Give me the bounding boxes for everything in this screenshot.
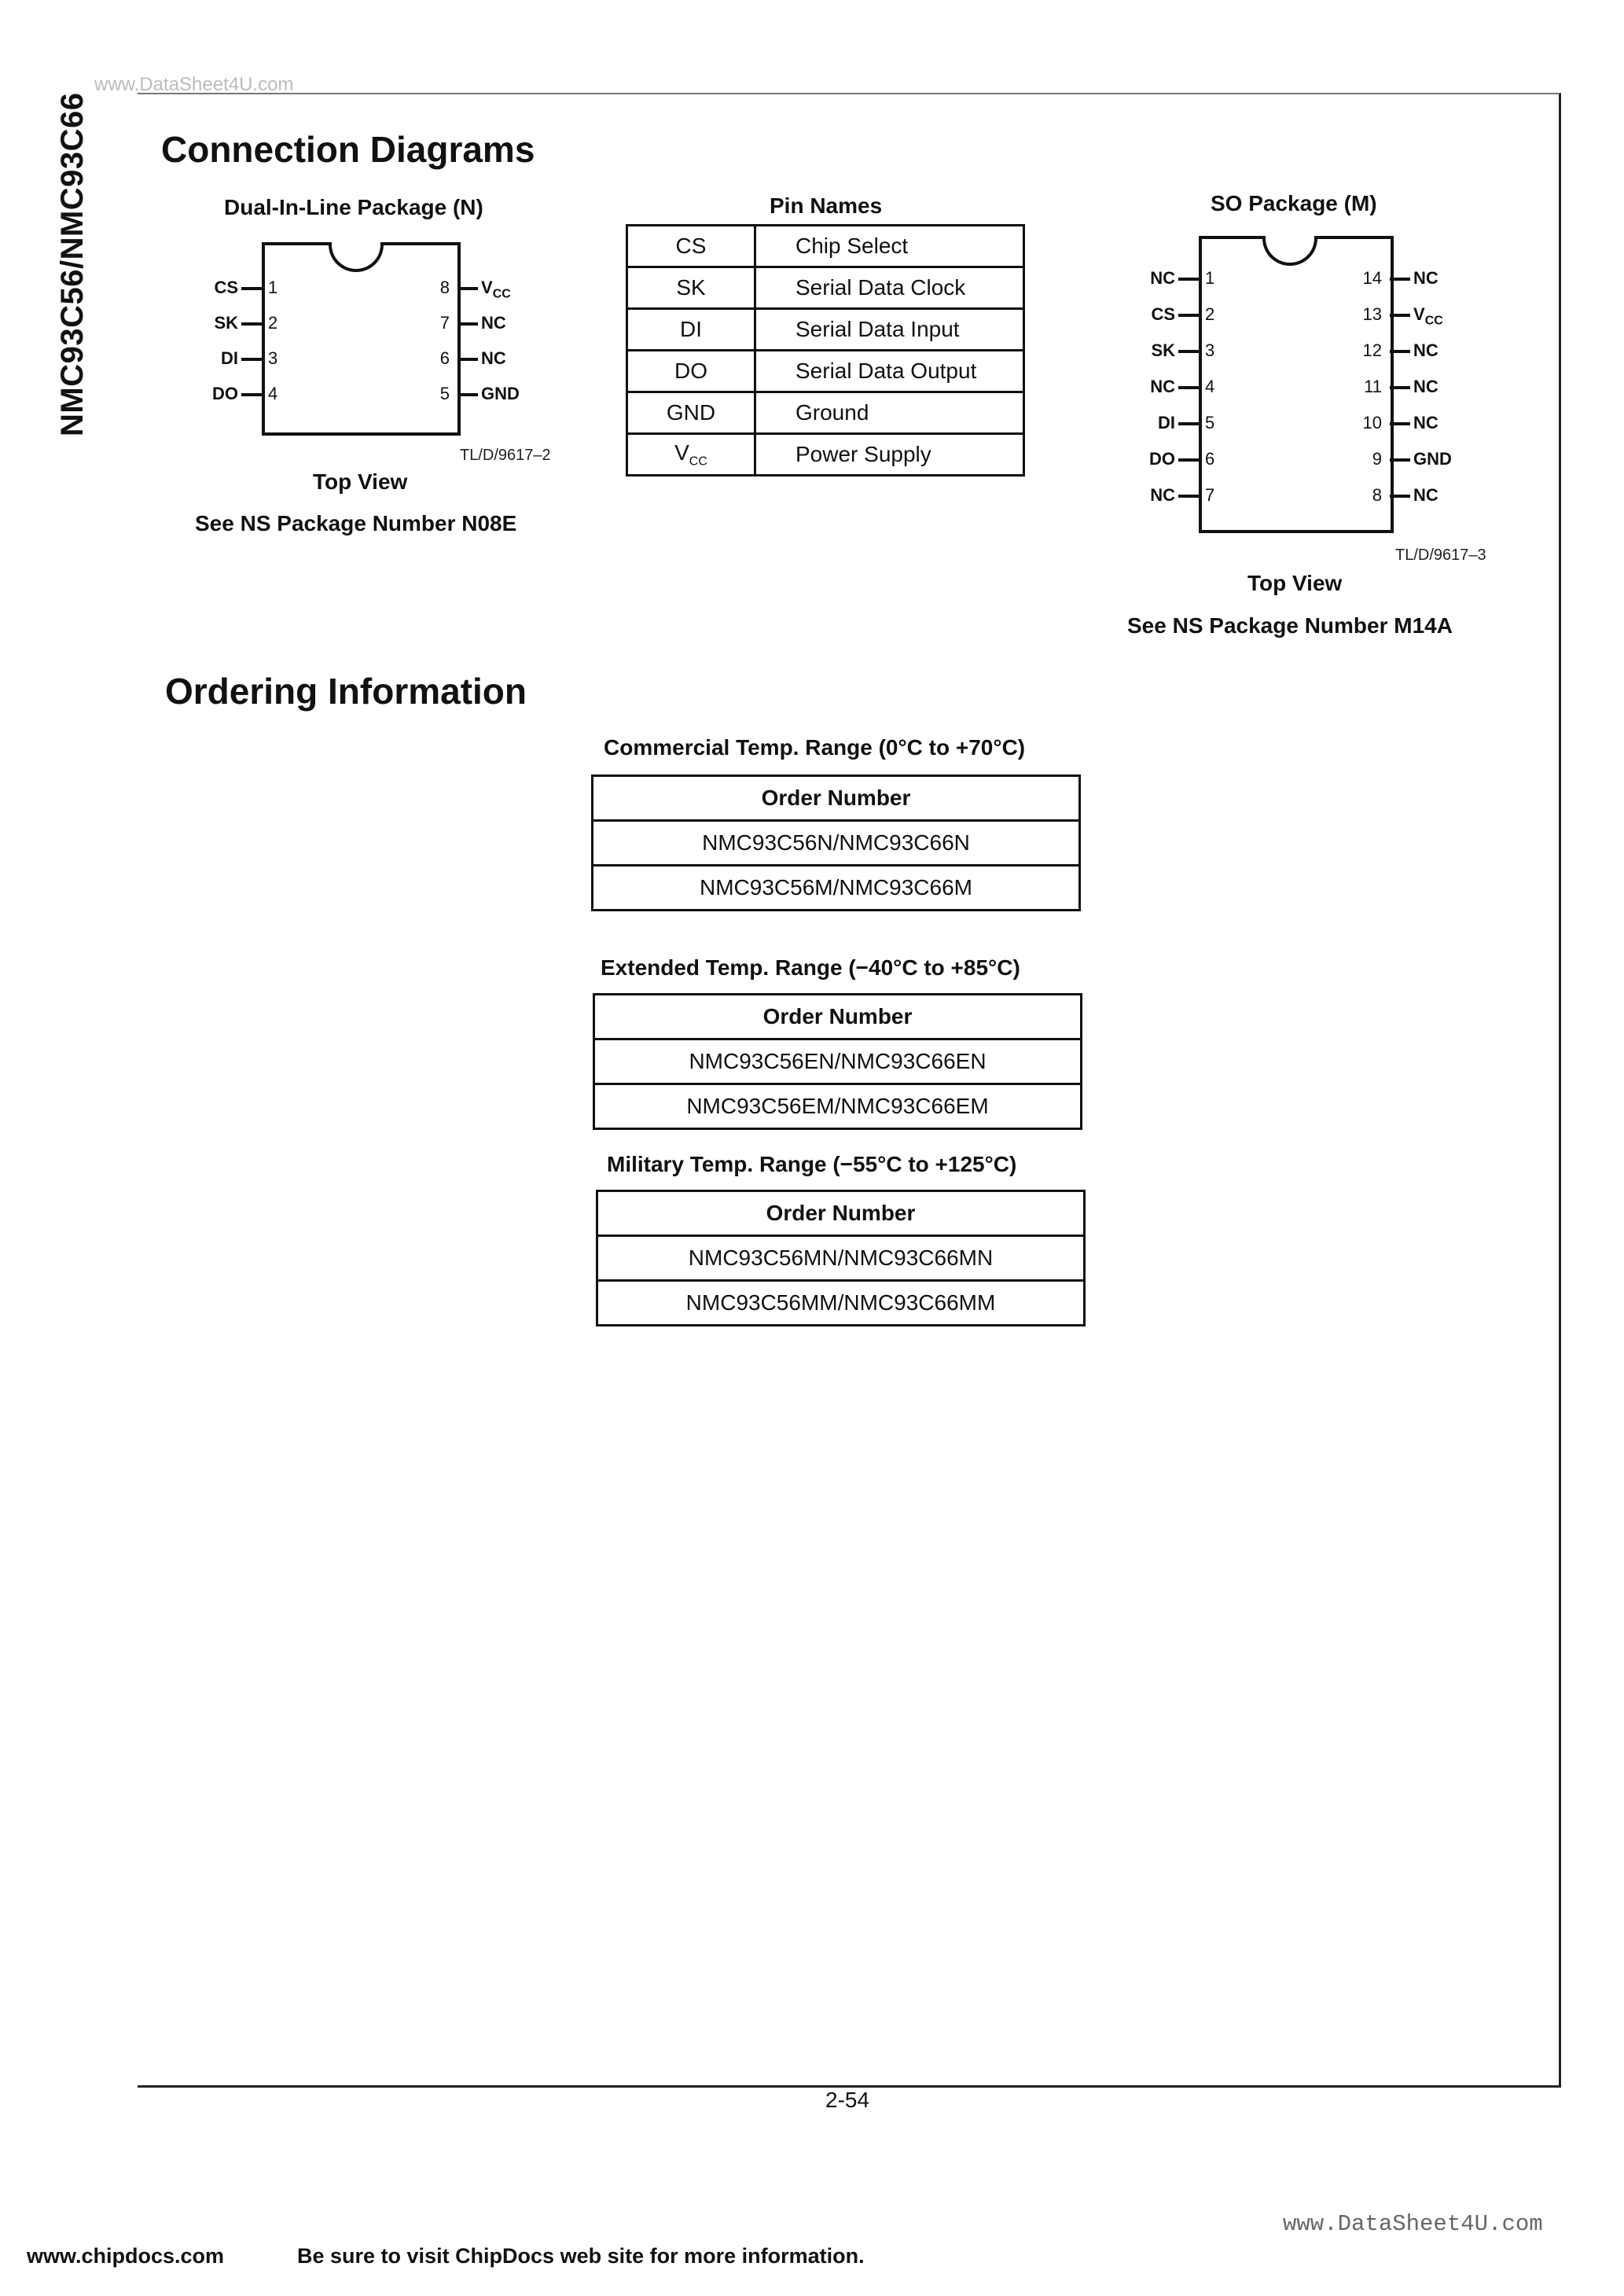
pin-lead [1178,422,1199,425]
pin-number: 10 [1362,413,1382,432]
pin-label: NC [1413,268,1438,288]
pin-label: NC [481,348,506,368]
pin-number: 1 [268,278,278,297]
pin-number: 5 [1205,413,1215,432]
table-row [627,267,1024,309]
dip-figure-ref: TL/D/9617–2 [460,447,551,464]
pin-name-cell: SK [627,267,755,309]
pin-number: 4 [1205,377,1215,396]
pin-label: NC [481,313,506,333]
pin-number: 8 [439,278,450,297]
pin-label: GND [1413,449,1452,469]
pin-number: 3 [268,348,278,368]
pin-label: SK [1151,340,1175,360]
chipdocs-link[interactable]: www.chipdocs.com [27,2244,225,2268]
pin-lead [1390,314,1410,317]
table-row [627,392,1024,434]
pin-number: 12 [1362,340,1382,360]
table-row [597,1281,1085,1326]
table-row [627,226,1024,267]
pin-label: NC [1150,485,1175,505]
pin-number: 2 [268,313,278,333]
pin-names-table [626,224,1025,476]
pin-lead [241,287,262,290]
pin-lead [1178,458,1199,462]
pin-label: NC [1413,485,1438,505]
footer-note: Be sure to visit ChipDocs web site for more information. [297,2244,865,2268]
pin-name-cell: DO [627,351,755,392]
table-row [627,309,1024,351]
order-number: NMC93C56EM/NMC93C66EM [594,1084,1082,1129]
connection-heading: Connection Diagrams [161,129,535,170]
dip-view-label: Top View [313,469,408,494]
commercial-header: Order Number [593,776,1080,821]
extended-table [593,993,1082,1130]
ordering-heading: Ordering Information [165,671,527,712]
pin-lead [457,358,478,361]
pin-name-cell: GND [627,392,755,434]
table-row [594,1039,1082,1084]
pin-label: $V_{CC}$ [481,278,511,301]
order-number: NMC93C56MN/NMC93C66MN [597,1236,1085,1281]
table-row [593,866,1080,911]
pin-label: DO [212,384,238,403]
pin-lead [457,393,478,396]
commercial-table [591,775,1081,911]
watermark-top: www.DataSheet4U.com [94,74,294,95]
pin-lead [1178,314,1199,317]
pin-number: 3 [1205,340,1215,360]
military-title: Military Temp. Range (−55°C to +125°C) [607,1152,1017,1176]
table-row [627,351,1024,392]
pin-lead [1390,495,1410,498]
pin-number: 2 [1205,304,1215,324]
dip-package-note: See NS Package Number N08E [195,511,517,535]
commercial-title: Commercial Temp. Range (0°C to +70°C) [604,735,1026,760]
order-number: NMC93C56MM/NMC93C66MM [597,1281,1085,1326]
pin-number: 7 [439,313,450,333]
order-number: NMC93C56N/NMC93C66N [593,821,1080,866]
pin-label: NC [1413,413,1438,432]
so-view-label: Top View [1247,571,1343,595]
pin-lead [1178,350,1199,353]
pin-name-cell: CS [627,226,755,267]
pin-label: DI [221,348,238,368]
pin-number: 14 [1362,268,1382,288]
pin-lead [1178,278,1199,281]
table-row [627,434,1024,476]
pin-desc-cell: Power Supply [755,434,1024,476]
pin-name-cell: DI [627,309,755,351]
pin-label: DI [1158,413,1175,432]
so-title: SO Package (M) [1211,191,1377,215]
pin-number: 8 [1372,485,1382,505]
pin-lead [1390,458,1410,462]
military-table [596,1190,1086,1326]
pin-number: 11 [1364,377,1382,396]
pin-label: CS [214,278,238,297]
pin-lead [1390,350,1410,353]
pin-names-title: Pin Names [770,193,883,218]
pin-label: NC [1413,377,1438,396]
order-number: NMC93C56EN/NMC93C66EN [594,1039,1082,1084]
pin-lead [241,322,262,326]
pin-lead [1390,278,1410,281]
pin-number: 4 [268,384,278,403]
page-number: 2-54 [825,2088,870,2112]
pin-label: NC [1413,340,1438,360]
pin-label: SK [214,313,238,333]
extended-header: Order Number [594,995,1082,1039]
so-figure-ref: TL/D/9617–3 [1395,546,1486,564]
pin-desc-cell: Chip Select [755,226,1024,267]
pin-label: GND [481,384,520,403]
pin-number: 1 [1205,268,1215,288]
pin-label: $V_{CC}$ [1413,304,1443,328]
table-row [593,821,1080,866]
pin-lead [1178,386,1199,389]
pin-label: DO [1149,449,1175,469]
pin-label: NC [1150,268,1175,288]
pin-number: 13 [1362,304,1382,324]
pin-lead [241,393,262,396]
military-header: Order Number [597,1191,1085,1236]
pin-number: 6 [439,348,450,368]
pin-label: CS [1151,304,1175,324]
pin-desc-cell: Ground [755,392,1024,434]
table-row [594,1084,1082,1129]
pin-lead [1178,495,1199,498]
order-number: NMC93C56M/NMC93C66M [593,866,1080,911]
pin-number: 9 [1372,449,1382,469]
pin-desc-cell: Serial Data Output [755,351,1024,392]
pin-lead [457,322,478,326]
so-package-note: See NS Package Number M14A [1127,613,1453,638]
pin-lead [1390,386,1410,389]
pin-desc-cell: Serial Data Clock [755,267,1024,309]
pin-name-cell: $V_{CC}$ [627,434,755,476]
watermark-bottom: www.DataSheet4U.com [1283,2211,1543,2237]
table-row [597,1236,1085,1281]
pin-number: 5 [439,384,450,403]
extended-title: Extended Temp. Range (−40°C to +85°C) [601,955,1020,980]
pin-number: 7 [1205,485,1215,505]
pin-number: 6 [1205,449,1215,469]
dip-title: Dual-In-Line Package (N) [224,195,483,219]
pin-desc-cell: Serial Data Input [755,309,1024,351]
pin-lead [241,358,262,361]
pin-lead [457,287,478,290]
pin-label: NC [1150,377,1175,396]
side-title: NMC93C56/NMC93C66 [55,92,90,436]
pin-lead [1390,422,1410,425]
